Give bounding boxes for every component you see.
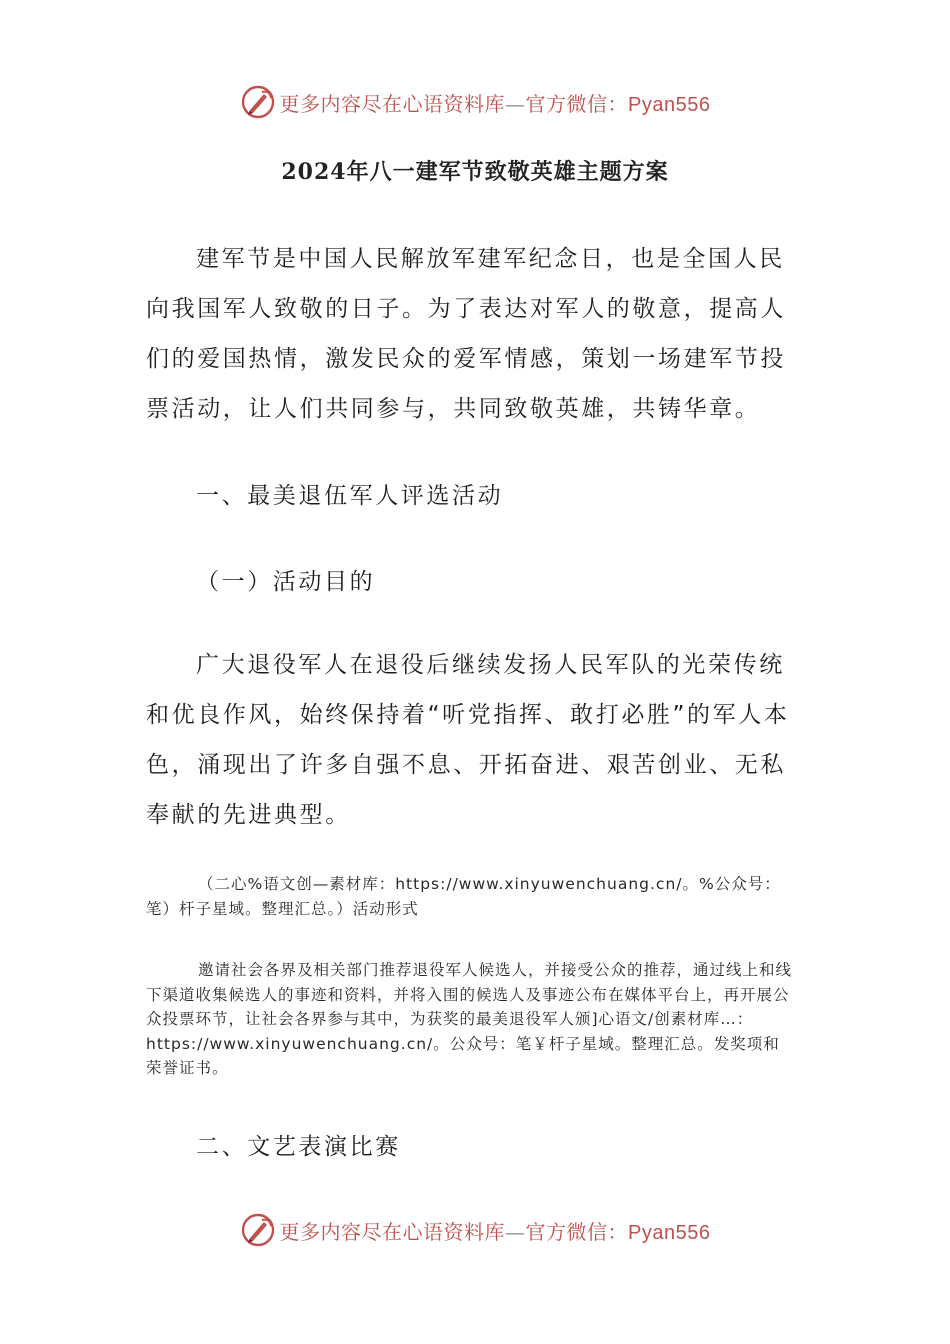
banner-account: Pyan556 bbox=[628, 93, 711, 116]
banner-prefix: 官方微信： bbox=[525, 1219, 629, 1244]
section1-sub1-paragraph: 广大退役军人在退役后继续发扬人民军队的光荣传统和优良作风，始终保持着“听党指挥、敢打必胜”的军人本色，涌现出了许多自强不息、开拓奋进、艰苦创业、无私奉献的先进典型。 bbox=[146, 652, 790, 828]
section2-heading: 二、文艺表演比赛 bbox=[196, 1134, 401, 1160]
section1-heading: 一、最美退伍军人评选活动 bbox=[196, 483, 504, 509]
banner-main: 更多内容尽在心语资料库 bbox=[279, 1219, 506, 1244]
banner-main: 更多内容尽在心语资料库 bbox=[279, 91, 506, 116]
section1-sub1-heading: （一）活动目的 bbox=[196, 569, 376, 595]
pen-logo-icon bbox=[240, 1212, 276, 1248]
banner-text bbox=[280, 1216, 711, 1245]
document-title: 2024年八一建军节致敬英雄主题方案 bbox=[281, 159, 669, 185]
banner-text bbox=[280, 88, 711, 117]
banner-dash: — bbox=[505, 91, 526, 116]
header-banner bbox=[0, 82, 950, 122]
note-paragraph-1: （二心%语文创—素材库：https://www.xinyuwenchuang.cn/。%公众号：笔）杆子星域。整理汇总。）活动形式 bbox=[146, 875, 781, 918]
banner-prefix: 官方微信： bbox=[525, 91, 629, 116]
footer-banner bbox=[0, 1210, 950, 1250]
banner-dash: — bbox=[505, 1219, 526, 1244]
pen-logo-icon bbox=[240, 84, 276, 120]
banner-account: Pyan556 bbox=[628, 1221, 711, 1244]
note-paragraph-2: 邀请社会各界及相关部门推荐退役军人候选人，并接受公众的推荐，通过线上和线下渠道收集候选人的事迹和资料，并将入围的候选人及事迹公布在媒体平台上，再开展公众投票环节，让社会各界参与其中，为获奖的最美退役军人颁]心语文/创素材库…：https://www.xinyuwenchuang.cn/。公众号：笔￥杆子星域。整理汇总。发奖项和荣誉证书。 bbox=[146, 961, 793, 1077]
intro-paragraph: 建军节是中国人民解放军建军纪念日，也是全国人民向我国军人致敬的日子。为了表达对军人的敬意，提高人们的爱国热情，激发民众的爱军情感，策划一场建军节投票活动，让人们共同参与，共同致敬英雄，共铸华章。 bbox=[146, 246, 786, 422]
